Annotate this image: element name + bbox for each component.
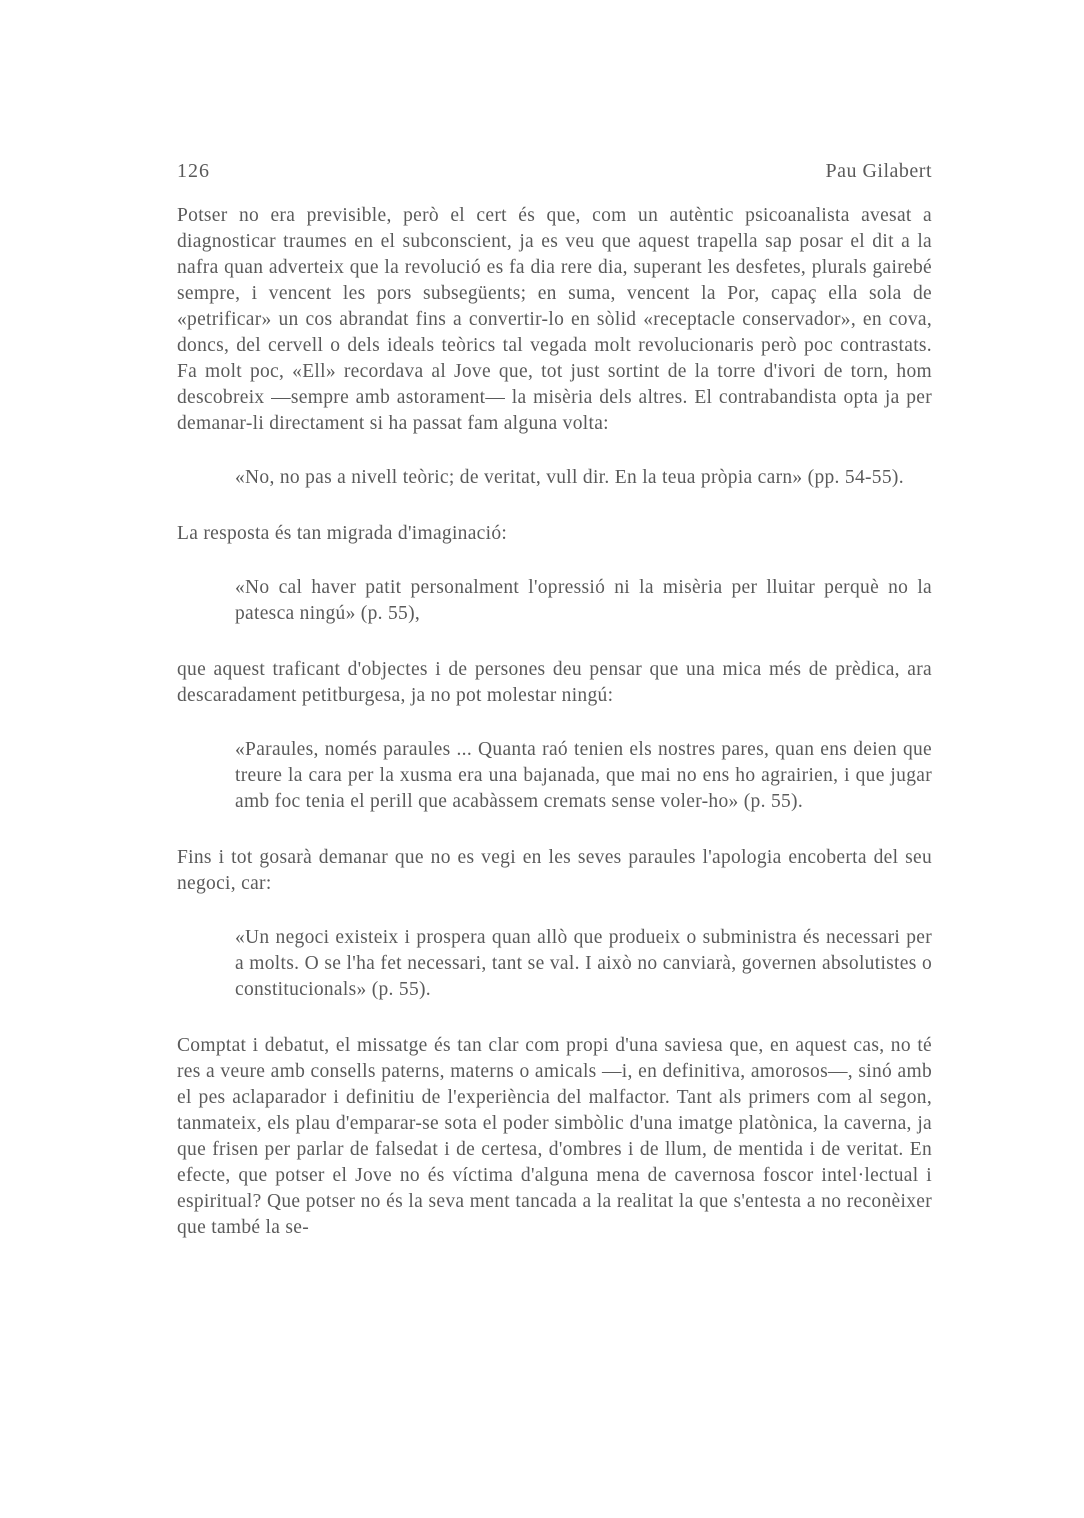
block-quote: «Paraules, només paraules ... Quanta raó tenien els nostres pares, quan ens deien que treure la cara per la xusma era una bajanada, que mai no ens ho agrairien, i que jugar amb foc tenia el perill que acabàssem cremats sense voler-ho» (p. 55). bbox=[235, 739, 932, 812]
paragraph: La resposta és tan migrada d'imaginació: bbox=[177, 523, 508, 544]
block-quote: «No, no pas a nivell teòric; de veritat, vull dir. En la teua pròpia carn» (pp. 54-55). bbox=[235, 467, 904, 488]
paragraph: Comptat i debatut, el missatge és tan clar com propi d'una saviesa que, en aquest cas, no té res a veure amb consells paterns, materns o amicals —i, en definitiva, amorosos—, sinó amb el pes aclaparador i definitiu de l'experiència del malfactor. Tant als primers com al segon, tanmateix, els plau d'emparar-se sota el poder simbòlic d'una imatge platònica, la caverna, ja que frisen per parlar de falsedat i de certesa, d'ombres i de llum, de mentida i de veritat. En efecte, que potser el Jove no és víctima d'alguna mena de cavernosa foscor intel·lectual i espiritual? Que potser no és la seva ment tancada a la realitat la que s'entesta a no reconèixer que també la se- bbox=[177, 1035, 932, 1238]
block-quote: «No cal haver patit personalment l'opressió ni la misèria per lluitar perquè no la patesca ningú» (p. 55), bbox=[235, 577, 932, 624]
running-head-author: Pau Gilabert bbox=[825, 160, 932, 182]
block-quote: «Un negoci existeix i prospera quan allò que produeix o subministra és necessari per a molts. O se l'ha fet necessari, tant se val. I això no canviarà, governen absolutistes o constitucionals» (p. 55). bbox=[235, 927, 932, 1000]
paragraph: Potser no era previsible, però el cert és que, com un autèntic psicoanalista avesat a diagnosticar traumes en el subconscient, ja es veu que aquest trapella sap posar el dit a la nafra quan adverteix que la revolució es fa dia rere dia, superant les desfetes, plurals gairebé sempre, i vencent les pors subsegüents; en suma, vencent la Por, capaç ella sola de «petrificar» un cos abrandat fins a convertir-lo en sòlid «receptacle conservador», en cova, doncs, del cervell o dels ideals teòrics tal vegada molt revolucionaris però poc contrastats. Fa molt poc, «Ell» recordava al Jove que, tot just sortint de la torre d'ivori de torn, hom descobreix —sempre amb astorament— la misèria dels altres. El contrabandista opta ja per demanar-li directament si ha passat fam alguna volta: bbox=[177, 205, 932, 434]
paragraph: que aquest traficant d'objectes i de persones deu pensar que una mica més de prèdica, ara descaradament petitburgesa, ja no pot molestar ningú: bbox=[177, 659, 932, 706]
page-number: 126 bbox=[177, 160, 210, 182]
paragraph: Fins i tot gosarà demanar que no es vegi en les seves paraules l'apologia encoberta del seu negoci, car: bbox=[177, 847, 932, 894]
body-text bbox=[177, 203, 932, 1241]
